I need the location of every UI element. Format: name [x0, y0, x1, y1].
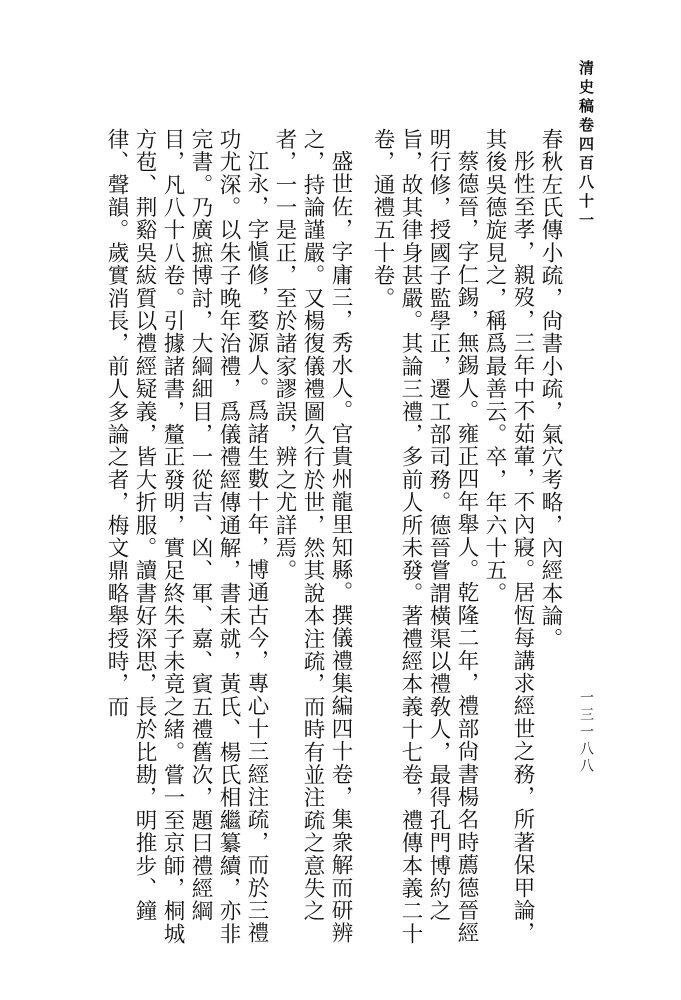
paragraph-jiang-yong: 江永，字愼修，婺源人。爲諸生數十年，博通古今，專心十三經注疏，而於三禮功尤深。以朱子晚年治禮，爲儀禮經傳通解，書未就，黃氏、楊氏相繼纂續，亦非完書。乃廣摭博討，大綱細目，一從吉、凶、軍、嘉、賓五禮舊次，題曰禮經綱目，凡八十八卷。引據諸書，釐正發明，實足終朱子未竟之緒。嘗一至京師，桐城方苞、荆谿吳紱質以禮經疑義，皆大折服。讀書好深思，長於比勘，明推步、鐘律、聲韻。歲實消長，前人多論之者，梅文鼎略舉授時，而	[104, 128, 269, 946]
paragraph-continuation: 春秋左氏傳小疏，尙書小疏，氣穴考略，內經本論。	[538, 128, 563, 651]
page-number: 一三一八八	[578, 690, 594, 775]
running-title: 清史稿卷四百八十一	[577, 60, 595, 231]
vertical-text-body	[64, 128, 564, 958]
paragraph-tong-xing: 彤性至孝，親歿，三年中不茹葷，不內寢。居恆每講求經世之務，所著保甲論，其後吳德旋見之，稱爲最善云。卒，年六十五。	[482, 128, 535, 944]
paragraph-cai-dejin: 蔡德晉，字仁錫，無錫人。雍正四年舉人。乾隆二年，禮部尙書楊名時薦德晉經明行修，授國子監學正，遷工部司務。德晉嘗謂橫渠以禮敎人，最得孔門博約之旨，故其律身甚嚴。其論三禮，多前人所未發。著禮經本義十七卷，禮傳本義二十卷，通禮五十卷。	[370, 128, 479, 946]
paragraph-sheng-shizuo: 盛世佐，字庸三，秀水人。官貴州龍里知縣。撰儀禮集編四十卷，集衆解而研辨之，持論謹嚴。又楊復儀禮圖久行於世，然其說本注疏，而時有並注疏之意失之者，一一是正，至於諸家謬誤，辨之尤詳焉。	[272, 128, 353, 944]
